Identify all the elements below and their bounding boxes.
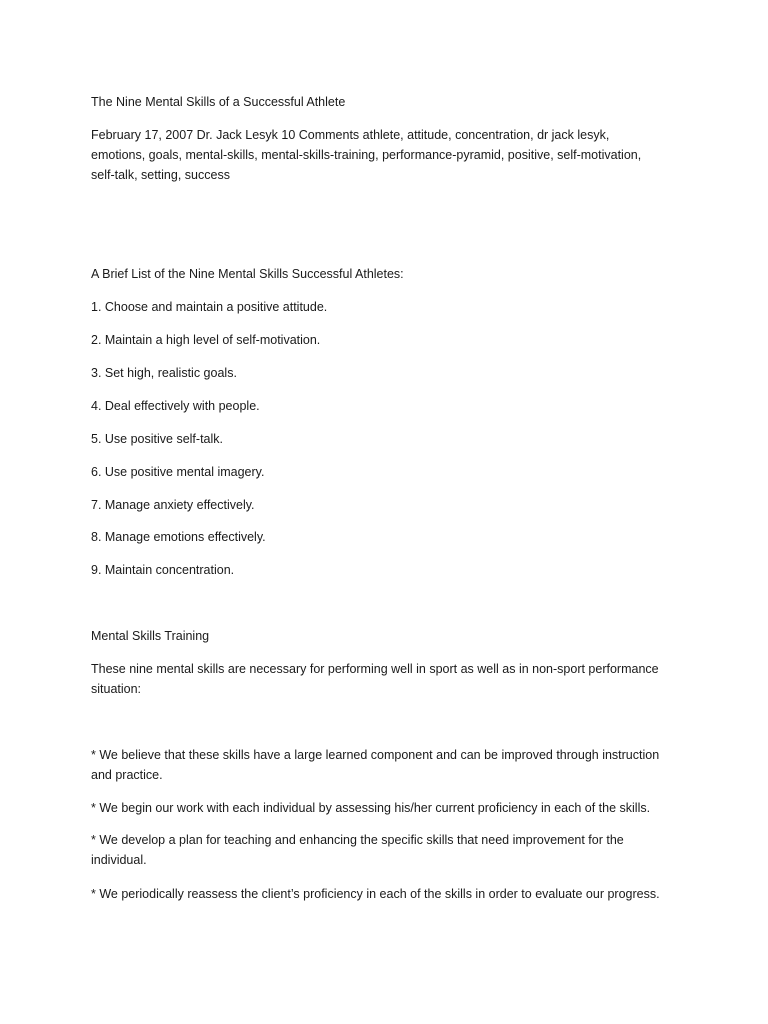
skills-list-heading: A Brief List of the Nine Mental Skills Successful Athletes: — [91, 267, 404, 281]
skill-item: 9. Maintain concentration. — [91, 563, 235, 577]
skill-item: 8. Manage emotions effectively. — [91, 530, 266, 544]
post-meta-line-3: self-talk, setting, success — [91, 168, 230, 182]
bullet-line: and practice. — [91, 768, 163, 782]
skill-item: 5. Use positive self-talk. — [91, 432, 223, 446]
bullet-line: * We develop a plan for teaching and enhancing the specific skills that need improvement for the — [91, 833, 624, 847]
post-meta-line-2: emotions, goals, mental-skills, mental-skills-training, performance-pyramid, positive, self-motivation, — [91, 148, 642, 162]
skill-item: 1. Choose and maintain a positive attitude. — [91, 300, 328, 314]
skill-item: 6. Use positive mental imagery. — [91, 465, 265, 479]
bullet-line: * We believe that these skills have a large learned component and can be improved through instruction — [91, 748, 660, 762]
training-heading: Mental Skills Training — [91, 629, 210, 643]
training-intro-line-2: situation: — [91, 682, 142, 696]
skill-item: 2. Maintain a high level of self-motivation. — [91, 333, 321, 347]
bullet-line: * We begin our work with each individual by assessing his/her current proficiency in each of the skills. — [91, 801, 651, 815]
skill-item: 3. Set high, realistic goals. — [91, 366, 237, 380]
post-meta-line-1: February 17, 2007 Dr. Jack Lesyk 10 Comments athlete, attitude, concentration, dr jack lesyk, — [91, 128, 610, 142]
document-title: The Nine Mental Skills of a Successful Athlete — [91, 95, 346, 109]
bullet-line: individual. — [91, 853, 147, 867]
bullet-line: * We periodically reassess the client’s proficiency in each of the skills in order to evaluate our progress. — [91, 887, 660, 901]
skill-item: 7. Manage anxiety effectively. — [91, 498, 255, 512]
skill-item: 4. Deal effectively with people. — [91, 399, 260, 413]
training-intro-line-1: These nine mental skills are necessary for performing well in sport as well as in non-sport performance — [91, 662, 659, 676]
